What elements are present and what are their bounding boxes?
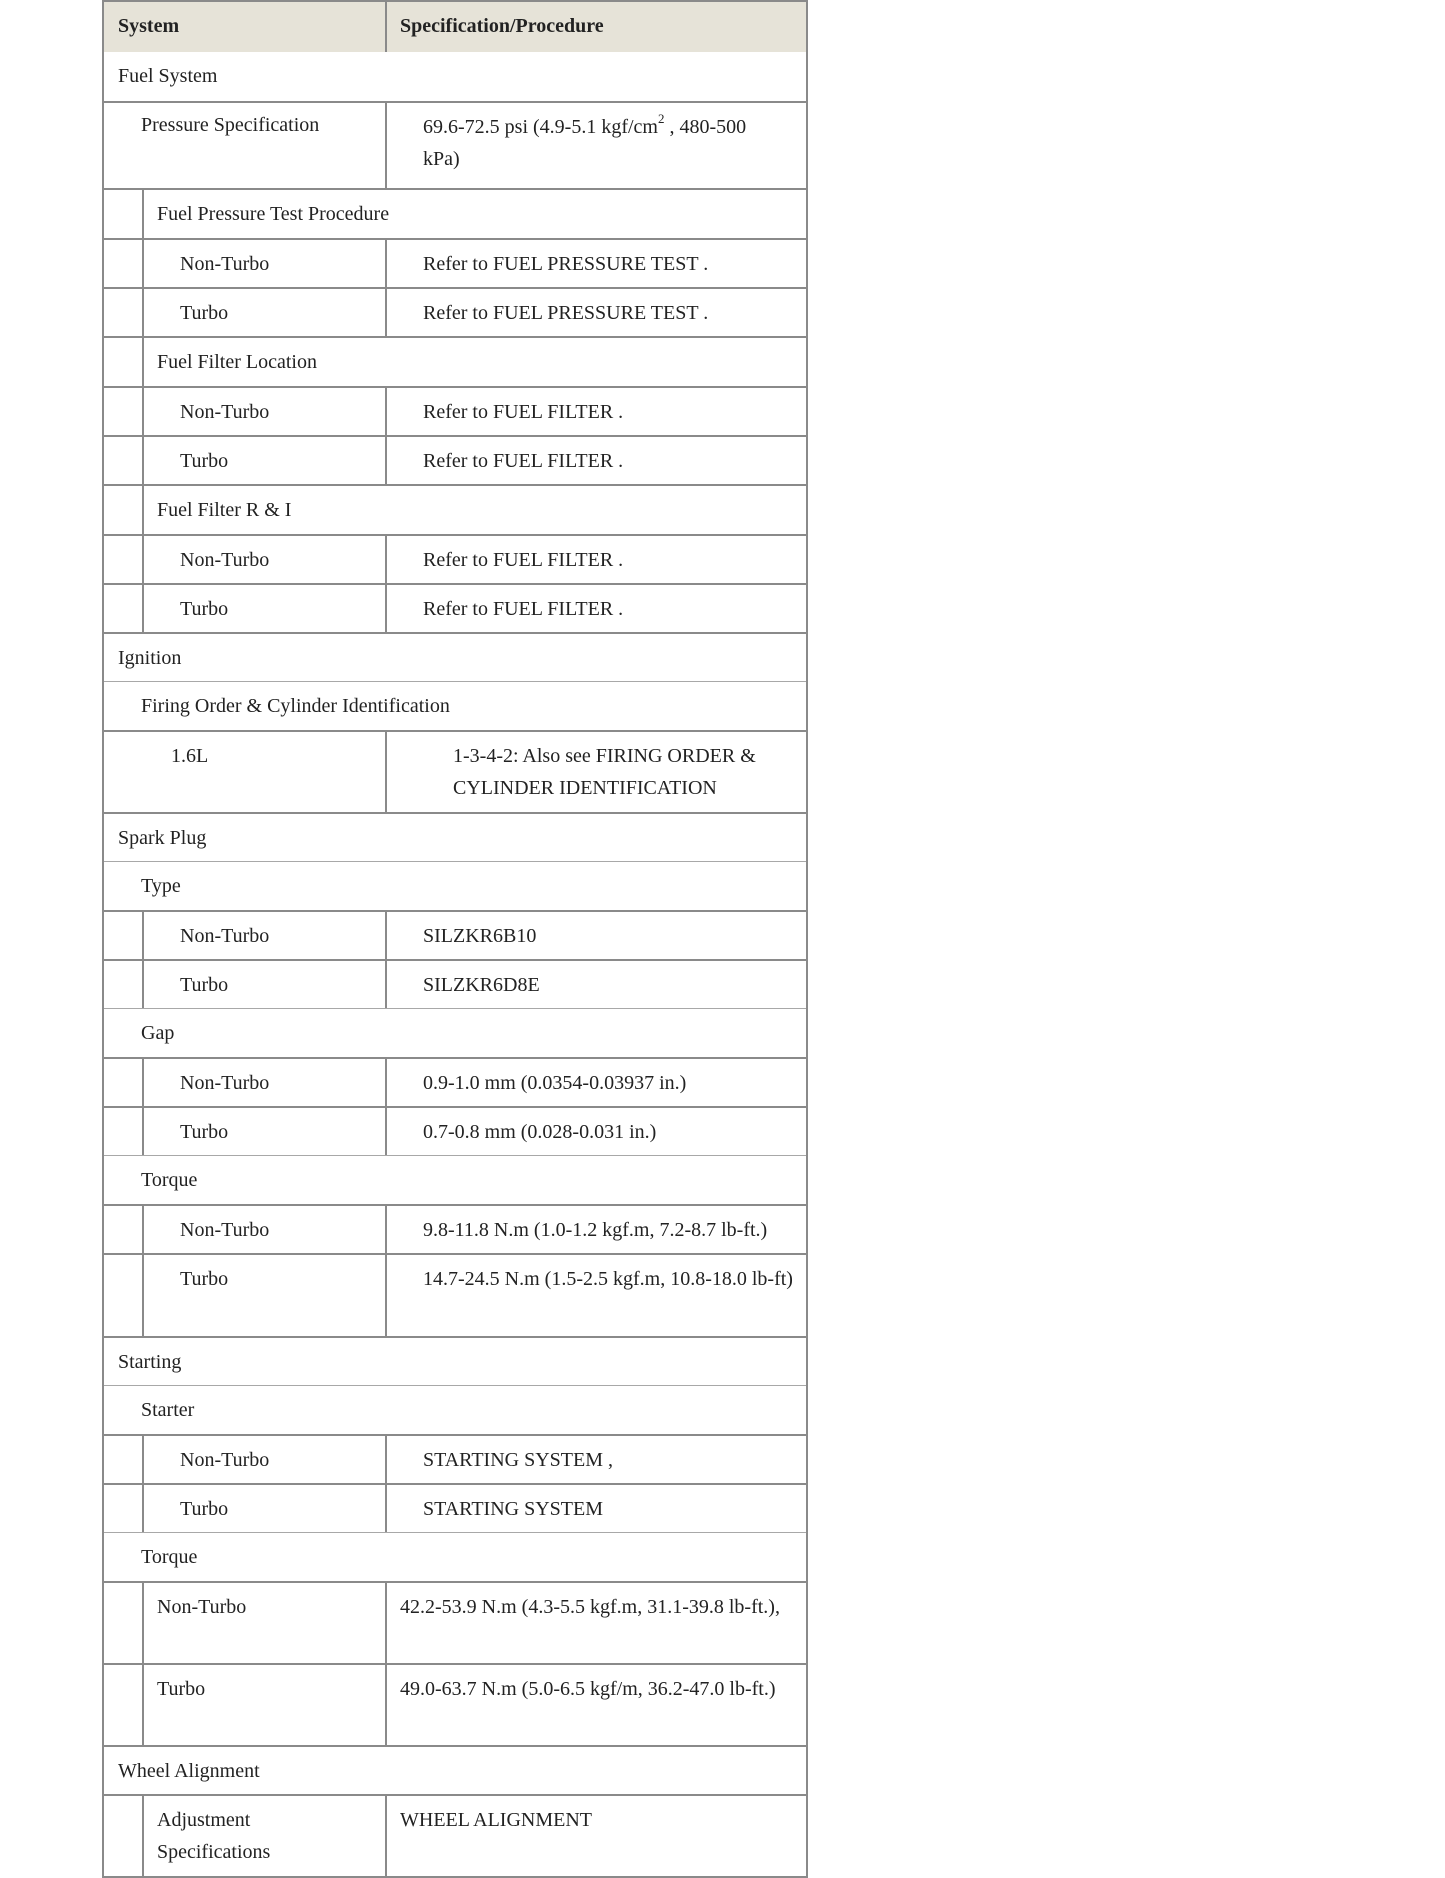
table-row xyxy=(104,484,806,534)
row-label: Ignition xyxy=(118,647,182,669)
column-divider xyxy=(385,437,387,484)
row-label: Starter xyxy=(141,1399,195,1421)
row-label: Non-Turbo xyxy=(180,549,270,571)
table-row xyxy=(104,1483,806,1532)
table-row xyxy=(104,1434,806,1483)
indent-divider xyxy=(142,1436,144,1483)
row-label: Gap xyxy=(141,1022,175,1044)
table-row xyxy=(104,435,806,484)
row-label: Starting xyxy=(118,1351,182,1373)
row-value xyxy=(423,111,783,175)
row-value: 0.7-0.8 mm (0.028-0.031 in.) xyxy=(423,1121,657,1143)
table-row xyxy=(104,287,806,336)
indent-divider xyxy=(142,1485,144,1532)
table-row xyxy=(104,1253,806,1336)
column-divider xyxy=(385,1485,387,1532)
column-divider xyxy=(385,1108,387,1155)
indent-divider xyxy=(142,437,144,484)
row-label: Non-Turbo xyxy=(180,401,270,423)
row-label: Non-Turbo xyxy=(180,1219,270,1241)
row-label: Turbo xyxy=(180,1268,229,1290)
column-divider xyxy=(385,2,387,52)
table-header-row xyxy=(104,2,806,52)
row-label: Fuel Filter Location xyxy=(157,351,317,373)
indent-divider xyxy=(142,388,144,435)
row-label: Turbo xyxy=(180,302,229,324)
row-value: STARTING SYSTEM xyxy=(423,1498,603,1520)
row-value: Refer to FUEL FILTER . xyxy=(423,450,624,472)
superscript: 2 xyxy=(657,111,665,127)
table-row xyxy=(104,1106,806,1155)
row-value: Refer to FUEL PRESSURE TEST . xyxy=(423,302,709,324)
header-system: System xyxy=(118,15,180,37)
column-divider xyxy=(385,388,387,435)
table-row xyxy=(104,1663,806,1745)
table-row xyxy=(104,812,806,861)
row-value: Refer to FUEL FILTER . xyxy=(423,401,624,423)
value-text: 69.6-72.5 psi (4.9-5.1 kgf/cm xyxy=(423,116,658,138)
table-row xyxy=(104,1794,806,1876)
column-divider xyxy=(385,1796,387,1876)
indent-divider xyxy=(142,1796,144,1876)
column-divider xyxy=(385,961,387,1008)
table-row xyxy=(104,910,806,959)
table-row xyxy=(104,1581,806,1663)
spec-table xyxy=(102,0,808,1878)
indent-divider xyxy=(142,1665,144,1745)
row-label: Spark Plug xyxy=(118,827,207,849)
header-spec: Specification/Procedure xyxy=(400,15,604,37)
table-row xyxy=(104,386,806,435)
row-label: Turbo xyxy=(180,974,229,996)
table-row xyxy=(104,336,806,386)
table-row xyxy=(104,1336,806,1385)
table-row xyxy=(104,861,806,910)
row-label: Fuel Pressure Test Procedure xyxy=(157,203,390,225)
indent-divider xyxy=(142,190,144,238)
table-row xyxy=(104,730,806,812)
table-row xyxy=(104,959,806,1008)
column-divider xyxy=(385,1665,387,1745)
row-value: 14.7-24.5 N.m (1.5-2.5 kgf.m, 10.8-18.0 lb-ft) xyxy=(423,1268,793,1290)
value-text: , 480-500 kPa) xyxy=(423,116,747,170)
indent-divider xyxy=(142,289,144,336)
row-value: 9.8-11.8 N.m (1.0-1.2 kgf.m, 7.2-8.7 lb-ft.) xyxy=(423,1219,768,1241)
column-divider xyxy=(385,1059,387,1106)
column-divider xyxy=(385,1255,387,1336)
indent-divider xyxy=(142,1206,144,1253)
row-label: Fuel System xyxy=(118,65,218,87)
table-row xyxy=(104,1057,806,1106)
row-value: Refer to FUEL FILTER . xyxy=(423,549,624,571)
row-label: Type xyxy=(141,875,181,897)
row-value: 1-3-4-2: Also see FIRING ORDER & CYLINDER IDENTIFICATION xyxy=(453,745,756,799)
row-value: Refer to FUEL PRESSURE TEST . xyxy=(423,253,709,275)
table-row xyxy=(104,52,806,101)
row-value: 42.2-53.9 N.m (4.3-5.5 kgf.m, 31.1-39.8 lb-ft.), xyxy=(400,1596,780,1618)
row-label: Non-Turbo xyxy=(180,1449,270,1471)
indent-divider xyxy=(142,240,144,287)
column-divider xyxy=(385,240,387,287)
column-divider xyxy=(385,536,387,583)
table-row xyxy=(104,534,806,583)
column-divider xyxy=(385,103,387,188)
row-label: Adjustment Specifications xyxy=(157,1809,271,1863)
row-label: Turbo xyxy=(180,450,229,472)
indent-divider xyxy=(142,1059,144,1106)
column-divider xyxy=(385,289,387,336)
indent-divider xyxy=(142,1255,144,1336)
row-value: Refer to FUEL FILTER . xyxy=(423,598,624,620)
row-label: Firing Order & Cylinder Identification xyxy=(141,695,450,717)
column-divider xyxy=(385,1436,387,1483)
column-divider xyxy=(385,912,387,959)
row-value: SILZKR6D8E xyxy=(423,974,540,996)
table-row xyxy=(104,101,806,188)
row-label: Fuel Filter R & I xyxy=(157,499,292,521)
row-value: SILZKR6B10 xyxy=(423,925,537,947)
indent-divider xyxy=(142,486,144,534)
row-value: 49.0-63.7 N.m (5.0-6.5 kgf/m, 36.2-47.0 lb-ft.) xyxy=(400,1678,776,1700)
row-label: Non-Turbo xyxy=(157,1596,247,1618)
table-row xyxy=(104,1532,806,1581)
row-value: STARTING SYSTEM , xyxy=(423,1449,613,1471)
table-row xyxy=(104,188,806,238)
column-divider xyxy=(385,1206,387,1253)
table-row xyxy=(104,1155,806,1204)
row-label: Turbo xyxy=(157,1678,206,1700)
indent-divider xyxy=(142,1583,144,1663)
row-label: Wheel Alignment xyxy=(118,1760,260,1782)
table-row xyxy=(104,1745,806,1794)
row-label: Non-Turbo xyxy=(180,253,270,275)
table-row xyxy=(104,1385,806,1434)
row-label: Turbo xyxy=(180,598,229,620)
indent-divider xyxy=(142,912,144,959)
row-label: 1.6L xyxy=(171,745,209,767)
table-row xyxy=(104,238,806,287)
row-label: Non-Turbo xyxy=(180,1072,270,1094)
indent-divider xyxy=(142,338,144,386)
indent-divider xyxy=(142,536,144,583)
row-label: Torque xyxy=(141,1169,198,1191)
table-row xyxy=(104,632,806,681)
table-row xyxy=(104,583,806,632)
indent-divider xyxy=(142,585,144,632)
table-row xyxy=(104,1204,806,1253)
row-label: Pressure Specification xyxy=(141,114,320,136)
row-value: WHEEL ALIGNMENT xyxy=(400,1809,592,1831)
indent-divider xyxy=(142,1108,144,1155)
column-divider xyxy=(385,585,387,632)
row-label: Turbo xyxy=(180,1498,229,1520)
table-row xyxy=(104,681,806,730)
row-label: Turbo xyxy=(180,1121,229,1143)
row-value: 0.9-1.0 mm (0.0354-0.03937 in.) xyxy=(423,1072,687,1094)
indent-divider xyxy=(142,961,144,1008)
table-row xyxy=(104,1008,806,1057)
row-label: Non-Turbo xyxy=(180,925,270,947)
column-divider xyxy=(385,732,387,812)
column-divider xyxy=(385,1583,387,1663)
row-label: Torque xyxy=(141,1546,198,1568)
